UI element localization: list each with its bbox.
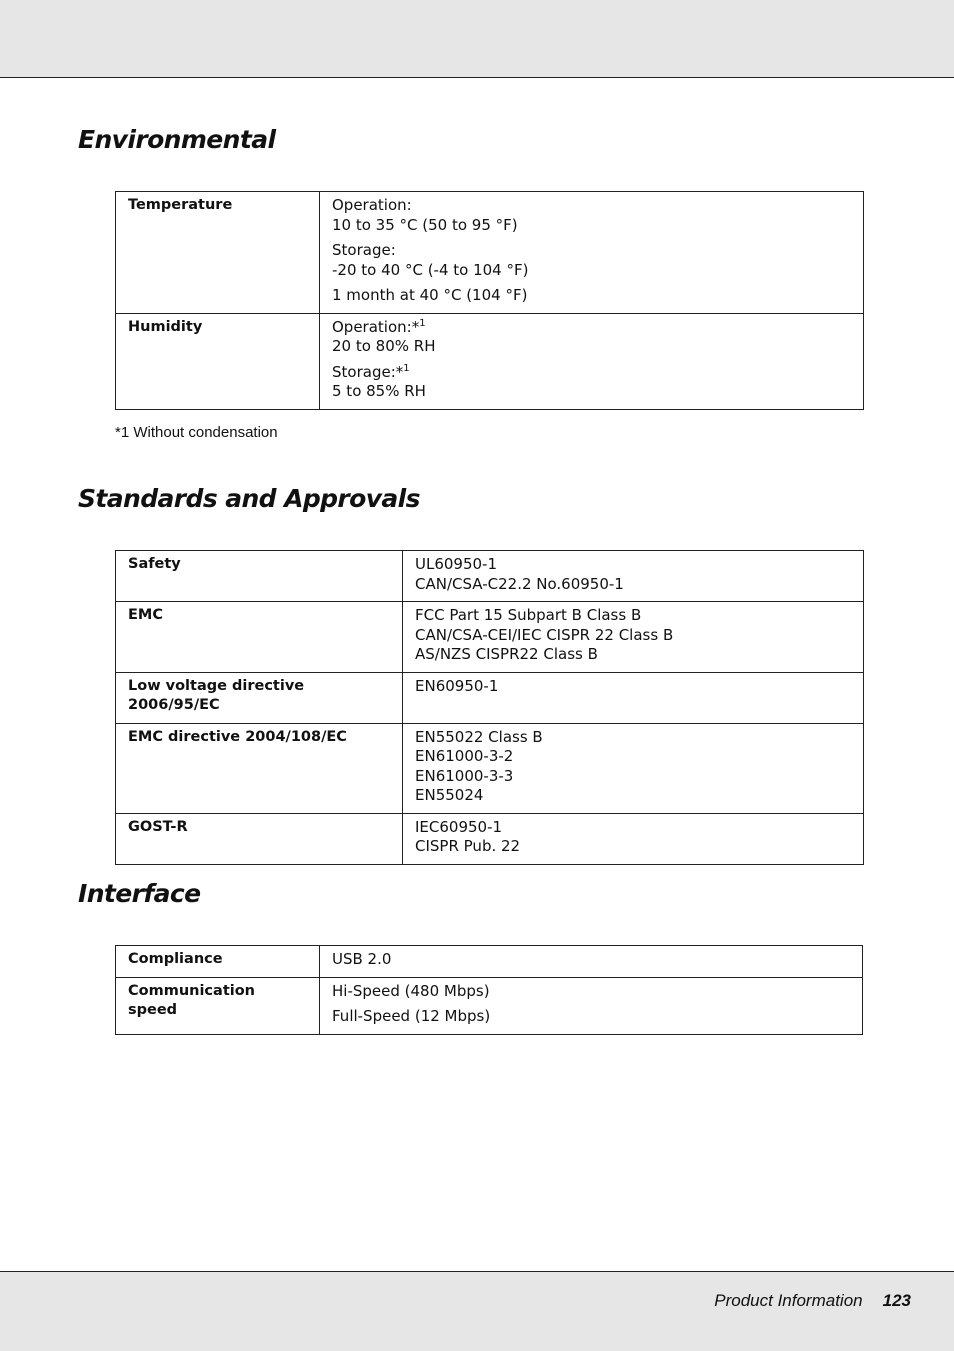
environmental-table bbox=[115, 191, 864, 410]
table-row bbox=[116, 813, 864, 864]
row-label: Low voltage directive 2006/95/EC bbox=[116, 672, 403, 723]
value-line: IEC60950-1 bbox=[415, 817, 503, 836]
footer-section-title: Product Information bbox=[714, 1291, 863, 1310]
value-line: CISPR Pub. 22 bbox=[415, 837, 521, 855]
row-value bbox=[403, 723, 864, 813]
value-line: Storage:* bbox=[332, 362, 404, 381]
section-title-interface: Interface bbox=[78, 879, 201, 908]
page-footer-band bbox=[0, 1271, 954, 1351]
value-line: 5 to 85% RH bbox=[332, 382, 426, 400]
table-row bbox=[116, 551, 864, 602]
row-label: EMC bbox=[116, 602, 403, 673]
table-row bbox=[116, 602, 864, 673]
value-line: CAN/CSA-C22.2 No.60950-1 bbox=[415, 574, 624, 593]
row-value bbox=[320, 192, 864, 314]
table-row bbox=[116, 977, 863, 1034]
footnote-marker: 1 bbox=[403, 362, 410, 374]
value-line: Full-Speed (12 Mbps) bbox=[332, 1007, 491, 1025]
value-line: EN61000-3-3 bbox=[415, 766, 514, 785]
value-line: 20 to 80% RH bbox=[332, 337, 436, 355]
value-line: 1 month at 40 °C (104 °F) bbox=[332, 286, 528, 304]
standards-table bbox=[115, 550, 864, 865]
footer-text bbox=[714, 1291, 911, 1311]
value-line: USB 2.0 bbox=[332, 950, 392, 968]
value-line: EN60950-1 bbox=[415, 676, 499, 695]
table-row bbox=[116, 192, 864, 314]
section-title-standards: Standards and Approvals bbox=[78, 484, 420, 513]
value-line: -20 to 40 °C (-4 to 104 °F) bbox=[332, 260, 529, 279]
value-line: Operation: bbox=[332, 196, 412, 214]
value-line: Operation:* bbox=[332, 317, 420, 336]
row-value bbox=[403, 672, 864, 723]
value-line: FCC Part 15 Subpart B Class B bbox=[415, 606, 642, 624]
row-label: Compliance bbox=[116, 946, 320, 978]
section-title-environmental: Environmental bbox=[78, 125, 276, 154]
value-line: EN55024 bbox=[415, 786, 484, 804]
footnote: *1 Without condensation bbox=[115, 424, 278, 441]
interface-table bbox=[115, 945, 863, 1035]
row-label: Humidity bbox=[116, 313, 320, 409]
row-label: Safety bbox=[116, 551, 403, 602]
value-line: Hi-Speed (480 Mbps) bbox=[332, 981, 490, 1000]
table-row bbox=[116, 723, 864, 813]
value-line: 10 to 35 °C (50 to 95 °F) bbox=[332, 215, 518, 234]
table-row bbox=[116, 672, 864, 723]
row-label: Temperature bbox=[116, 192, 320, 314]
table-row bbox=[116, 946, 863, 978]
row-value bbox=[403, 813, 864, 864]
row-value bbox=[403, 551, 864, 602]
row-label: Communication speed bbox=[116, 977, 320, 1034]
page-header-band bbox=[0, 0, 954, 78]
row-value bbox=[320, 313, 864, 409]
value-line: AS/NZS CISPR22 Class B bbox=[415, 645, 598, 663]
value-line: Storage: bbox=[332, 241, 396, 259]
row-label: EMC directive 2004/108/EC bbox=[116, 723, 403, 813]
row-value bbox=[320, 946, 863, 978]
row-value bbox=[403, 602, 864, 673]
value-line: EN55022 Class B bbox=[415, 727, 543, 746]
value-line: UL60950-1 bbox=[415, 555, 498, 573]
page-number: 123 bbox=[882, 1291, 911, 1310]
row-value bbox=[320, 977, 863, 1034]
footnote-marker: 1 bbox=[419, 317, 426, 329]
value-line: EN61000-3-2 bbox=[415, 747, 514, 765]
value-line: CAN/CSA-CEI/IEC CISPR 22 Class B bbox=[415, 625, 674, 644]
row-label: GOST-R bbox=[116, 813, 403, 864]
table-row bbox=[116, 313, 864, 409]
